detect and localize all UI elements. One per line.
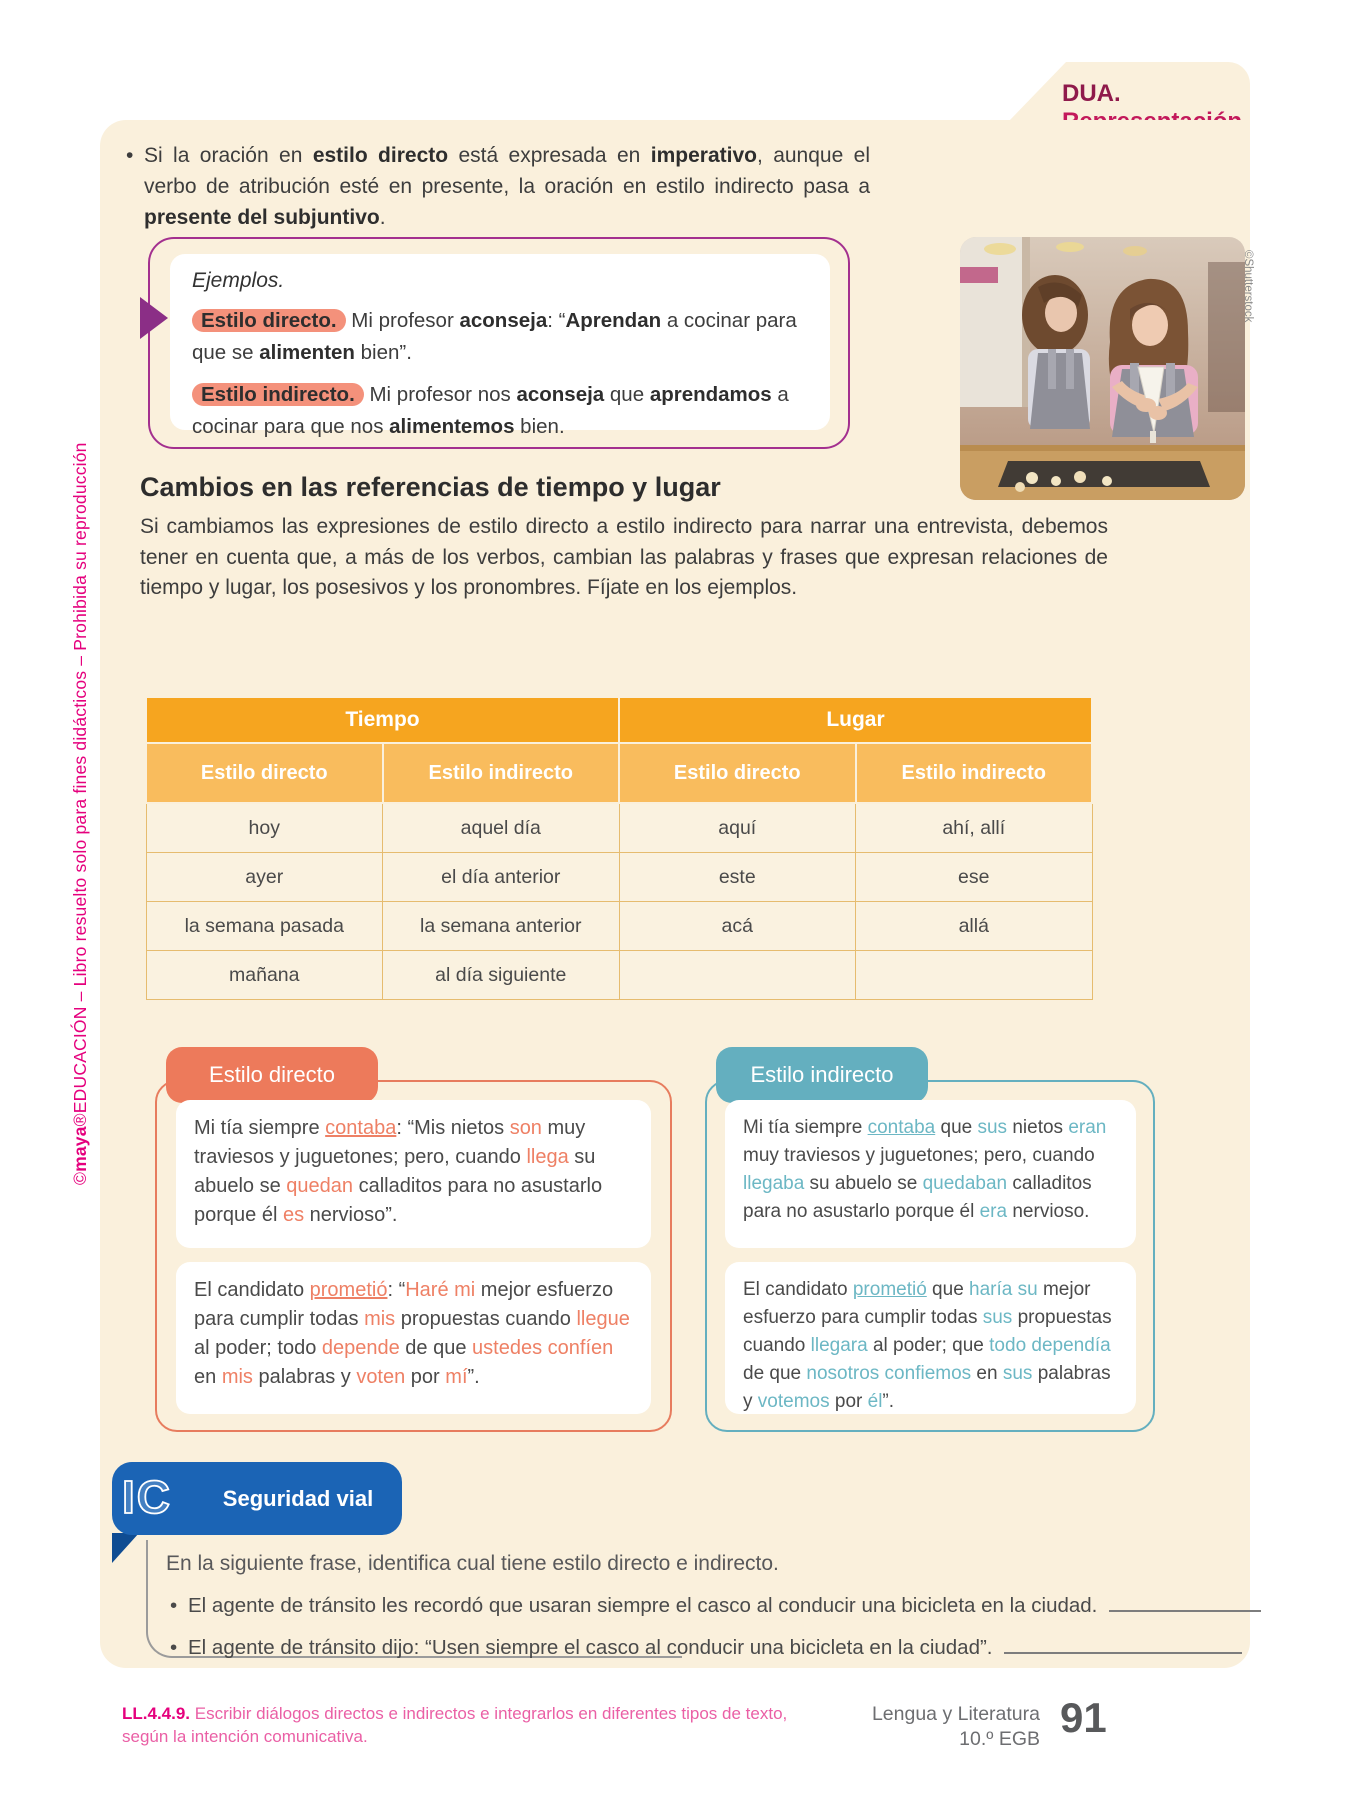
footer-standard-code: LL.4.4.9. bbox=[122, 1704, 191, 1723]
estilo-indirecto-card-2: El candidato prometió que haría su mejor esfuerzo para cumplir todas sus propuestas cuando llegara al poder; que todo dependía de que nosotros confiemos en sus palabras y votemos por él”. bbox=[725, 1262, 1136, 1414]
table-cell: ahí, allí bbox=[856, 803, 1093, 853]
answer-blank-2[interactable] bbox=[1004, 1637, 1242, 1654]
activity-item-1-text: El agente de tránsito les recordó que usaran siempre el casco al conducir una bicicleta en la ciudad. bbox=[188, 1594, 1098, 1617]
section-title: Cambios en las referencias de tiempo y lugar bbox=[140, 472, 721, 502]
table-cell: ayer bbox=[146, 853, 383, 902]
table-cell: la semana pasada bbox=[146, 902, 383, 951]
example-direct-line: Estilo directo. Mi profesor aconseja: “Aprendan a cocinar para que se alimenten bien”. bbox=[192, 309, 797, 364]
table-cell: ese bbox=[856, 853, 1093, 902]
col-header: Estilo directo bbox=[619, 743, 856, 803]
estilo-indirecto-tab: Estilo indirecto bbox=[716, 1047, 928, 1103]
table-cell: este bbox=[619, 853, 856, 902]
table-group-header-row bbox=[146, 697, 1092, 743]
vertical-copyright-text: ©maya®EDUCACIÓN – Libro resuelto solo para fines didácticos – Prohibida su reproducción bbox=[70, 442, 90, 1185]
estilo-directo-card-1: Mi tía siempre contaba: “Mis nietos son muy traviesos y juguetones; pero, cuando llega su abuelo se quedan calladitos para no asustarlo porque él es nervioso”. bbox=[176, 1100, 651, 1248]
table-cell: aquel día bbox=[383, 803, 620, 853]
footer-standard-description: Escribir diálogos directos e indirectos e integrarlos en diferentes tipos de texto, según la intención comunicativa. bbox=[122, 1704, 788, 1746]
table-row bbox=[146, 853, 1092, 902]
seguridad-vial-banner bbox=[112, 1462, 402, 1535]
dua-prefix: DUA. bbox=[1062, 80, 1121, 107]
table-cell: aquí bbox=[619, 803, 856, 853]
ic-box-fold bbox=[112, 1533, 139, 1563]
col-header: Estilo indirecto bbox=[856, 743, 1093, 803]
footer-subject-name: Lengua y Literatura bbox=[871, 1703, 1040, 1725]
group-header-lugar: Lugar bbox=[619, 697, 1092, 743]
section-paragraph: Si cambiamos las expresiones de estilo directo a estilo indirecto para narrar una entrevista, debemos tener en cuenta que, a más de los verbos, cambian las palabras y frases que expresan relaciones de tiempo y lugar, los posesivos y los pronombres. Fíjate en los ejemplos. bbox=[140, 515, 1108, 599]
activity-item-1 bbox=[166, 1594, 1198, 1618]
table-cell: el día anterior bbox=[383, 853, 620, 902]
ic-logo: IC bbox=[122, 1471, 172, 1523]
table-row bbox=[146, 803, 1092, 853]
estilo-directo-tab: Estilo directo bbox=[166, 1047, 378, 1103]
seguridad-vial-label: Seguridad vial bbox=[222, 1486, 374, 1511]
examples-card bbox=[170, 254, 830, 438]
table-cell: la semana anterior bbox=[383, 902, 620, 951]
group-header-tiempo: Tiempo bbox=[146, 697, 619, 743]
examples-heading: Ejemplos. bbox=[192, 269, 285, 292]
table-cell: acá bbox=[619, 902, 856, 951]
page-number: 91 bbox=[1060, 1694, 1107, 1741]
table-cell: al día siguiente bbox=[383, 951, 620, 1000]
example-indirect-line: Estilo indirecto. Mi profesor nos aconseja que aprendamos a cocinar para que nos alimentemos bien. bbox=[192, 383, 789, 438]
time-place-table bbox=[145, 696, 1093, 1000]
estilo-indirecto-card-1: Mi tía siempre contaba que sus nietos eran muy traviesos y juguetones; pero, cuando llegaba su abuelo se quedaban calladitos para no asustarlo porque él era nervioso. bbox=[725, 1100, 1136, 1248]
activity-item-2 bbox=[166, 1636, 1198, 1660]
table-cell: allá bbox=[856, 902, 1093, 951]
photo-credit: ©Shutterstock bbox=[1242, 250, 1254, 323]
table-column-header-row bbox=[146, 743, 1092, 803]
table-row bbox=[146, 951, 1092, 1000]
activity-intro: En la siguiente frase, identifica cual tiene estilo directo e indirecto. bbox=[166, 1552, 779, 1575]
activity-item-2-text: El agente de tránsito dijo: “Usen siempre el casco al conducir una bicicleta en la ciudad”. bbox=[188, 1636, 993, 1659]
footer-subject bbox=[830, 1702, 1040, 1752]
footer-standard bbox=[122, 1702, 794, 1748]
col-header: Estilo indirecto bbox=[383, 743, 620, 803]
table-row bbox=[146, 902, 1092, 951]
table-cell bbox=[856, 951, 1093, 1000]
table-cell bbox=[619, 951, 856, 1000]
col-header: Estilo directo bbox=[146, 743, 383, 803]
purple-arrow-icon bbox=[140, 297, 168, 339]
answer-blank-1[interactable] bbox=[1109, 1595, 1261, 1612]
photo-girls-cooking bbox=[960, 237, 1245, 500]
table-cell: hoy bbox=[146, 803, 383, 853]
estilo-directo-card-2: El candidato prometió: “Haré mi mejor esfuerzo para cumplir todas mis propuestas cuando llegue al poder; todo depende de que ustedes confíen en mis palabras y voten por mí”. bbox=[176, 1262, 651, 1414]
footer-grade: 10.º EGB bbox=[959, 1728, 1040, 1750]
table-cell: mañana bbox=[146, 951, 383, 1000]
intro-bullet-paragraph: • Si la oración en estilo directo está expresada en imperativo, aunque el verbo de atribución esté en presente, la oración en estilo indirecto pasa a presente del subjuntivo. bbox=[122, 140, 870, 233]
